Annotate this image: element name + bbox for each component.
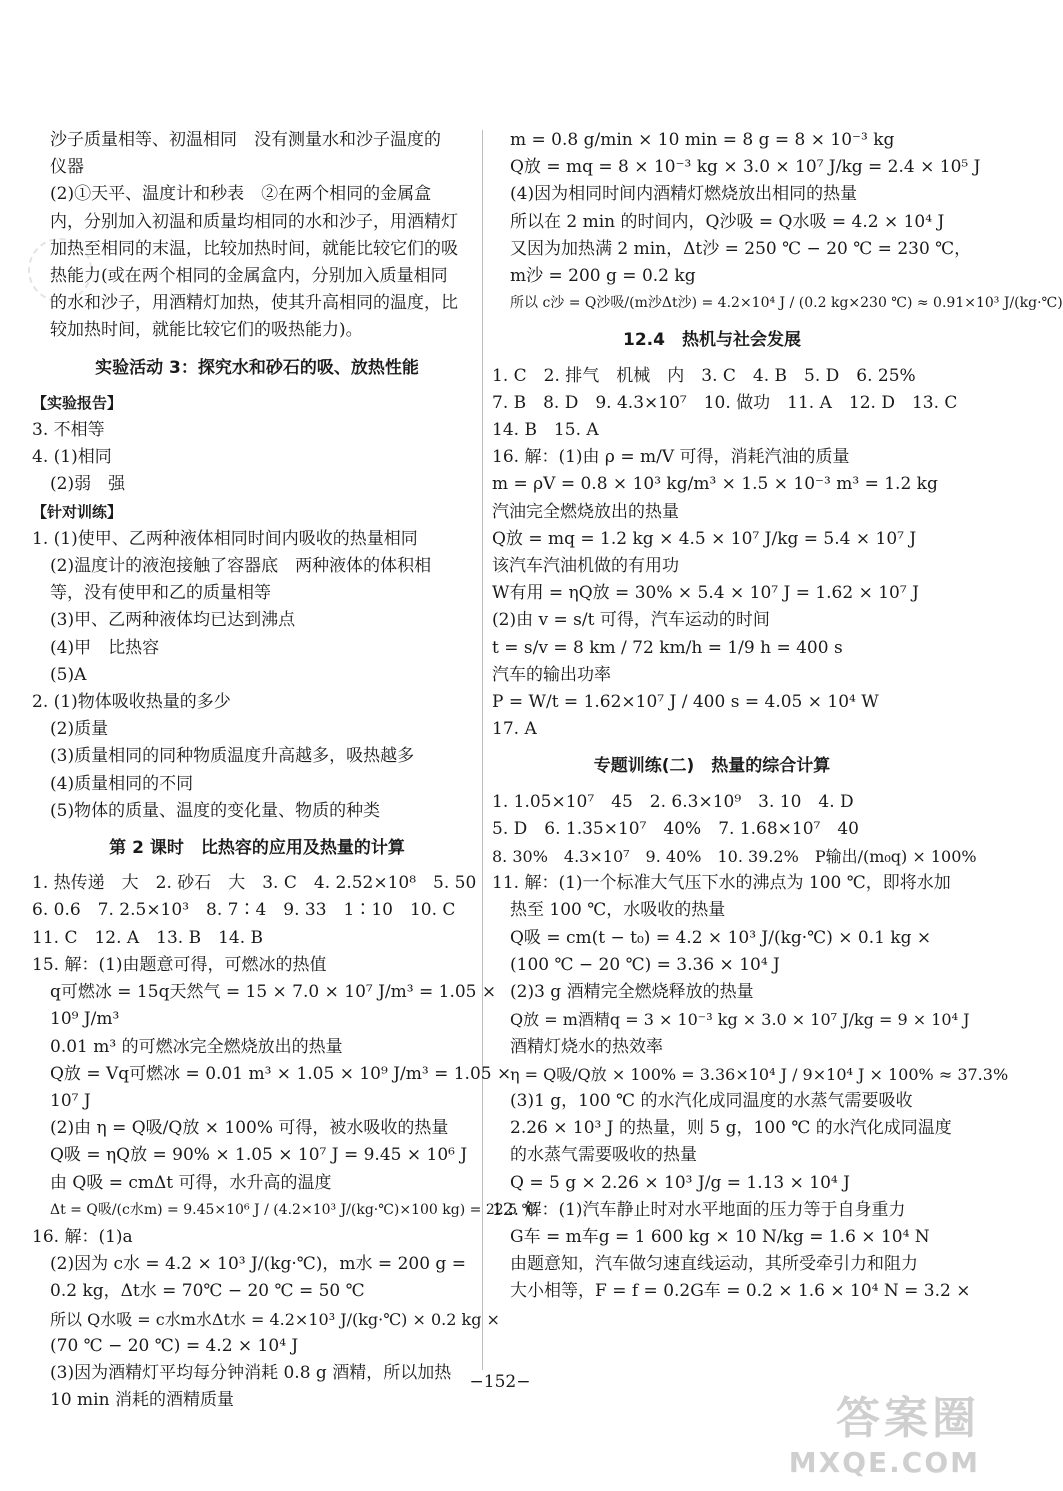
text-line: (2)3 g 酒精完全燃烧释放的热量 xyxy=(510,982,754,1003)
text-line: (2)质量 xyxy=(50,719,109,740)
text-line: 17. A xyxy=(492,719,537,740)
text-line: 酒精灯烧水的热效率 xyxy=(510,1036,663,1057)
text-line: (3)因为酒精灯平均每分钟消耗 0.8 g 酒精，所以加热 xyxy=(50,1362,452,1383)
text-line: t = s/v = 8 km / 72 km/h = 1/9 h = 400 s xyxy=(492,637,843,658)
text-line: 热能力(或在两个相同的金属盒内，分别加入质量相同 xyxy=(50,266,448,287)
text-line: (2)①天平、温度计和秒表 ②在两个相同的金属盒 xyxy=(50,184,432,205)
text-line: m = ρV = 0.8 × 10³ kg/m³ × 1.5 × 10⁻³ m³ = 1.2 kg xyxy=(492,474,938,495)
text-line: m = 0.8 g/min × 10 min = 8 g = 8 × 10⁻³ kg xyxy=(510,130,895,150)
text-line: 热至 100 ℃，水吸收的热量 xyxy=(510,900,726,921)
text-line: 11. 解：(1)一个标准大气压下水的沸点为 100 ℃，即将水加 xyxy=(492,873,951,894)
text-line: (2)弱 强 xyxy=(50,474,126,495)
text-line: 15. 解：(1)由题意可得，可燃冰的热值 xyxy=(32,954,327,975)
text-line: (2)由 v = s/t 可得，汽车运动的时间 xyxy=(492,610,770,631)
text-line: q可燃冰 = 15q天然气 = 15 × 7.0 × 10⁷ J/m³ = 1.05 × xyxy=(50,982,497,1003)
text-line: G车 = m车g = 1 600 kg × 10 N/kg = 1.6 × 10⁴ N xyxy=(510,1226,930,1247)
text-line: 所以 Q水吸 = c水m水Δt水 = 4.2×10³ J/(kg·℃) × 0.2 kg × xyxy=(50,1309,500,1329)
text-line: Q吸 = cm(t − t₀) = 4.2 × 10³ J/(kg·℃) × 0.1 kg × xyxy=(510,927,932,948)
text-line: 的水和沙子，用酒精灯加热，使其升高相同的温度，比 xyxy=(50,293,458,314)
text-line: 10⁹ J/m³ xyxy=(50,1009,120,1030)
text-line: Δt = Q吸/(c水m) = 9.45×10⁶ J / (4.2×10³ J/(kg·℃)×100 kg) = 22.5 ℃ xyxy=(50,1201,538,1218)
text-line: (5)A xyxy=(50,664,87,685)
text-line: 又因为加热满 2 min，Δt沙 = 250 ℃ − 20 ℃ = 230 ℃， xyxy=(510,238,972,259)
text-line: 8. 30% 4.3×10⁷ 9. 40% 10. 39.2% P输出/(m₀q) × 100% xyxy=(492,847,977,867)
text-line: (2)温度计的液泡接触了容器底 两种液体的体积相 xyxy=(50,556,432,577)
text-line: 16. 解：(1)由 ρ = m/V 可得，消耗汽油的质量 xyxy=(492,447,850,468)
text-line: 6. 0.6 7. 2.5×10³ 8. 7∶4 9. 33 1∶10 10. C xyxy=(32,900,456,921)
text-line: Q = 5 g × 2.26 × 10³ J/g = 1.13 × 10⁴ J xyxy=(510,1172,850,1193)
text-line: Q放 = m酒精q = 3 × 10⁻³ kg × 3.0 × 10⁷ J/kg = 9 × 10⁴ J xyxy=(510,1010,970,1030)
text-line: (70 ℃ − 20 ℃) = 4.2 × 10⁴ J xyxy=(50,1335,299,1356)
text-line: 所以在 2 min 的时间内，Q沙吸 = Q水吸 = 4.2 × 10⁴ J xyxy=(510,211,945,232)
text-line: (3)1 g，100 ℃ 的水汽化成同温度的水蒸气需要吸收 xyxy=(510,1090,913,1111)
text-line: (100 ℃ − 20 ℃) = 3.36 × 10⁴ J xyxy=(510,954,780,975)
text-line: 所以 c沙 = Q沙吸/(m沙Δt沙) = 4.2×10⁴ J / (0.2 kg×230 ℃) ≈ 0.91×10³ J/(kg·℃) xyxy=(510,295,1063,312)
text-line: m沙 = 200 g = 0.2 kg xyxy=(510,266,696,287)
text-line: Q放 = Vq可燃冰 = 0.01 m³ × 1.05 × 10⁹ J/m³ = 1.05 × xyxy=(50,1063,512,1084)
text-line: (2)因为 c水 = 4.2 × 10³ J/(kg·℃)，m水 = 200 g = xyxy=(50,1254,466,1275)
text-line: (5)物体的质量、温度的变化量、物质的种类 xyxy=(50,800,381,821)
text-line: 0.01 m³ 的可燃冰完全燃烧放出的热量 xyxy=(50,1036,343,1057)
column-divider xyxy=(482,130,483,1370)
section-heading: 实验活动 3：探究水和砂石的吸、放热性能 xyxy=(95,357,419,378)
text-line: 大小相等，F = f = 0.2G车 = 0.2 × 1.6 × 10⁴ N = 3.2 × xyxy=(510,1281,971,1302)
text-line: 汽油完全燃烧放出的热量 xyxy=(492,501,679,522)
training-label: 【针对训练】 xyxy=(32,502,123,521)
text-line: 2.26 × 10³ J 的热量，则 5 g，100 ℃ 的水汽化成同温度 xyxy=(510,1118,952,1139)
text-line: W有用 = ηQ放 = 30% × 5.4 × 10⁷ J = 1.62 × 10⁷ J xyxy=(492,583,919,604)
text-line: 14. B 15. A xyxy=(492,420,599,441)
text-line: Q放 = mq = 8 × 10⁻³ kg × 3.0 × 10⁷ J/kg = 2.4 × 10⁵ J xyxy=(510,157,981,178)
text-line: 16. 解：(1)a xyxy=(32,1226,133,1247)
text-line: 加热至相同的末温，比较加热时间，就能比较它们的吸 xyxy=(50,238,458,259)
text-line: Q吸 = ηQ放 = 90% × 1.05 × 10⁷ J = 9.45 × 10⁶ J xyxy=(50,1145,468,1166)
text-line: 2. (1)物体吸收热量的多少 xyxy=(32,692,231,713)
page-number: −152− xyxy=(469,1372,531,1392)
report-label: 【实验报告】 xyxy=(32,393,123,412)
watermark-logo xyxy=(789,1382,980,1479)
text-line: 11. C 12. A 13. B 14. B xyxy=(32,927,264,948)
text-line: (4)甲 比热容 xyxy=(50,637,160,658)
text-line: 1. (1)使甲、乙两种液体相同时间内吸收的热量相同 xyxy=(32,528,418,549)
text-line: 4. (1)相同 xyxy=(32,447,112,468)
text-line: 仪器 xyxy=(50,157,84,178)
text-line: 沙子质量相等、初温相同 没有测量水和沙子温度的 xyxy=(50,130,441,150)
text-line: 0.2 kg，Δt水 = 70℃ − 20 ℃ = 50 ℃ xyxy=(50,1281,365,1302)
text-line: 1. 1.05×10⁷ 45 2. 6.3×10⁹ 3. 10 4. D xyxy=(492,791,854,812)
text-line: P = W/t = 1.62×10⁷ J / 400 s = 4.05 × 10⁴ W xyxy=(492,692,879,713)
text-line: 内，分别加入初温和质量均相同的水和沙子，用酒精灯 xyxy=(50,211,458,232)
text-line: 3. 不相等 xyxy=(32,420,105,441)
text-line: 汽车的输出功率 xyxy=(492,664,611,685)
text-line: η = Q吸/Q放 × 100% = 3.36×10⁴ J / 9×10⁴ J × 100% ≈ 37.3% xyxy=(510,1064,1009,1084)
text-line: 由题意知，汽车做匀速直线运动，其所受牵引力和阻力 xyxy=(510,1254,918,1275)
watermark-url: MXQE.COM xyxy=(788,1446,980,1479)
watermark-title: 答案圈 xyxy=(836,1393,980,1444)
section-heading: 专题训练(二) 热量的综合计算 xyxy=(593,756,831,777)
text-line: (3)甲、乙两种液体均已达到沸点 xyxy=(50,610,296,631)
text-line: 该汽车汽油机做的有用功 xyxy=(492,556,679,577)
text-line: (2)由 η = Q吸/Q放 × 100% 可得，被水吸收的热量 xyxy=(50,1118,449,1139)
text-line: 等，没有使甲和乙的质量相等 xyxy=(50,583,271,604)
text-line: (3)质量相同的同种物质温度升高越多，吸热越多 xyxy=(50,746,415,767)
text-line: 较加热时间，就能比较它们的吸热能力)。 xyxy=(50,320,363,341)
text-line: 由 Q吸 = cmΔt 可得，水升高的温度 xyxy=(50,1172,332,1193)
text-line: 10⁷ J xyxy=(50,1090,91,1111)
right-column xyxy=(492,127,1063,1306)
section-heading: 第 2 课时 比热容的应用及热量的计算 xyxy=(109,838,405,859)
text-line: 10 min 消耗的酒精质量 xyxy=(50,1390,234,1411)
text-line: (4)质量相同的不同 xyxy=(50,773,194,794)
text-line: 5. D 6. 1.35×10⁷ 40% 7. 1.68×10⁷ 40 xyxy=(492,818,860,839)
text-line: 12. 解：(1)汽车静止时对水平地面的压力等于自身重力 xyxy=(492,1199,906,1220)
text-line: 7. B 8. D 9. 4.3×10⁷ 10. 做功 11. A 12. D 13. C xyxy=(492,392,958,413)
text-line: Q放 = mq = 1.2 kg × 4.5 × 10⁷ J/kg = 5.4 × 10⁷ J xyxy=(492,528,917,549)
text-line: (4)因为相同时间内酒精灯燃烧放出相同的热量 xyxy=(510,184,858,205)
text-line: 1. 热传递 大 2. 砂石 大 3. C 4. 2.52×10⁸ 5. 50 xyxy=(32,873,477,894)
text-line: 的水蒸气需要吸收的热量 xyxy=(510,1145,697,1166)
section-heading: 12.4 热机与社会发展 xyxy=(623,330,801,351)
text-line: 1. C 2. 排气 机械 内 3. C 4. B 5. D 6. 25% xyxy=(492,365,916,386)
